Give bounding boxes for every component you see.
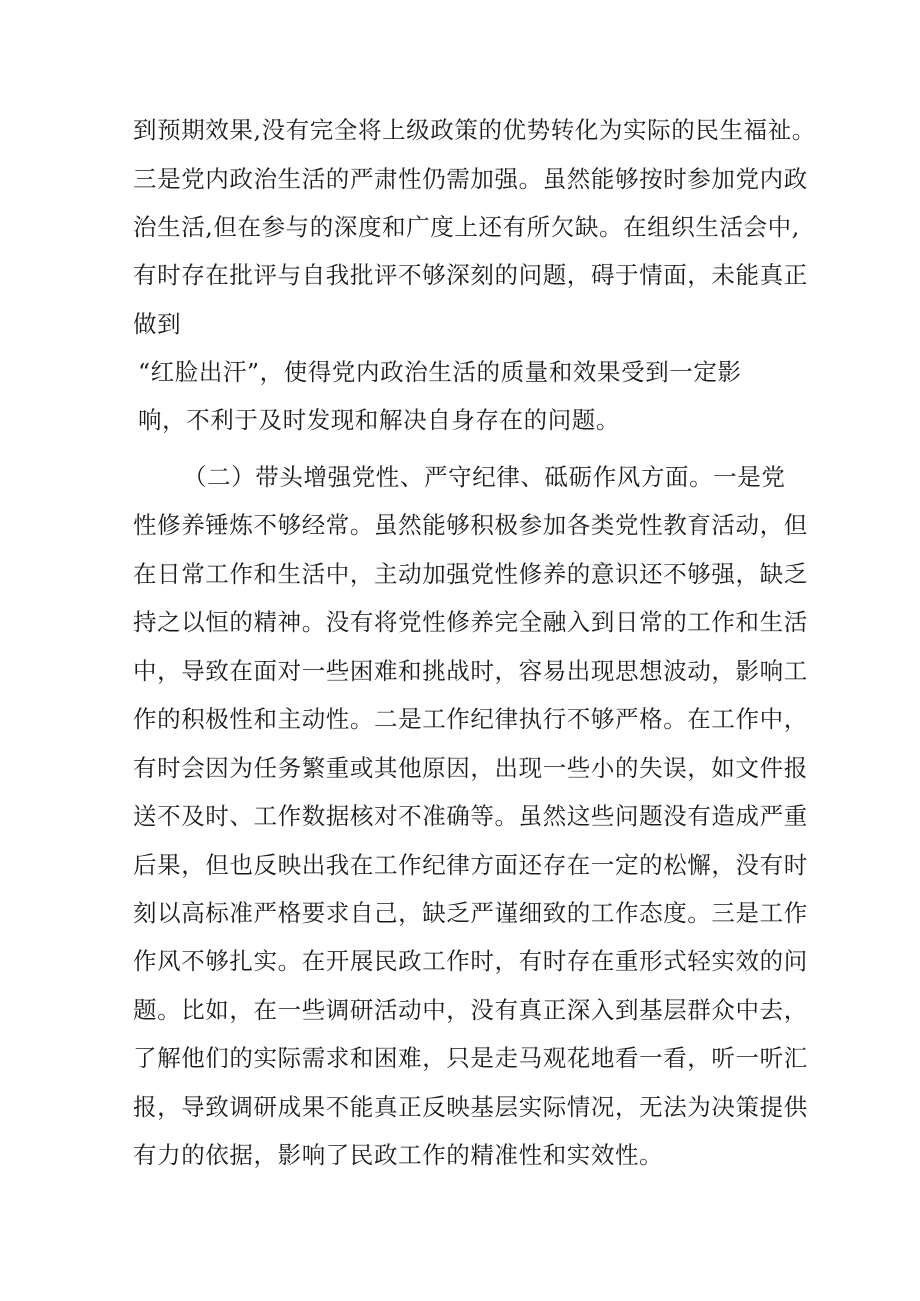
- paragraph-2-line-8: 送不及时、工作数据核对不准确等。虽然这些问题没有造成严重: [133, 802, 808, 830]
- paragraph-2-line-13: 了解他们的实际需求和困难，只是走马观花地看一看，听一听汇: [133, 1044, 808, 1072]
- paragraph-2-line-3: 在日常工作和生活中，主动加强党性修养的意识还不够强，缺乏: [133, 560, 808, 588]
- paragraph-2-line-4: 持之以恒的精神。没有将党性修养完全融入到日常的工作和生活: [133, 608, 808, 636]
- paragraph-2-line-6: 作的积极性和主动性。二是工作纪律执行不够严格。在工作中，: [133, 705, 808, 733]
- paragraph-2-line-1: （二）带头增强党性、严守纪律、砥砺作风方面。一是党: [183, 463, 786, 491]
- paragraph-2-line-15: 有力的依据，影响了民政工作的精准性和实效性。: [133, 1141, 664, 1169]
- paragraph-1-line-4: 有时存在批评与自我批评不够深刻的问题，碍于情面，未能真正: [133, 261, 808, 289]
- paragraph-1-line-7: 响，不利于及时发现和解决自身存在的问题。: [138, 406, 620, 434]
- paragraph-1-line-2: 三是党内政治生活的严肃性仍需加强。虽然能够按时参加党内政: [133, 165, 808, 193]
- paragraph-1-line-1: 到预期效果,没有完全将上级政策的优势转化为实际的民生福祉。: [133, 116, 816, 144]
- paragraph-1-line-6: “红脸出汗”，使得党内政治生活的质量和效果受到一定影: [138, 358, 742, 386]
- paragraph-2-line-7: 有时会因为任务繁重或其他原因，出现一些小的失误，如文件报: [133, 754, 808, 782]
- paragraph-2-line-2: 性修养锤炼不够经常。虽然能够积极参加各类党性教育活动，但: [133, 511, 808, 539]
- paragraph-2-line-9: 后果，但也反映出我在工作纪律方面还存在一定的松懈，没有时: [133, 851, 808, 879]
- paragraph-2-line-14: 报，导致调研成果不能真正反映基层实际情况，无法为决策提供: [133, 1093, 808, 1121]
- paragraph-1-line-3: 治生活,但在参与的深度和广度上还有所欠缺。在组织生活会中,: [133, 213, 800, 241]
- paragraph-2-line-11: 作风不够扎实。在开展民政工作时，有时存在重形式轻实效的问: [133, 947, 808, 975]
- paragraph-2-line-12: 题。比如，在一些调研活动中，没有真正深入到基层群众中去，: [133, 996, 808, 1024]
- paragraph-2-line-10: 刻以高标准严格要求自己，缺乏严谨细致的工作态度。三是工作: [133, 899, 808, 927]
- paragraph-1-line-5: 做到: [133, 310, 182, 338]
- paragraph-2-line-5: 中，导致在面对一些困难和挑战时，容易出现思想波动，影响工: [133, 657, 808, 685]
